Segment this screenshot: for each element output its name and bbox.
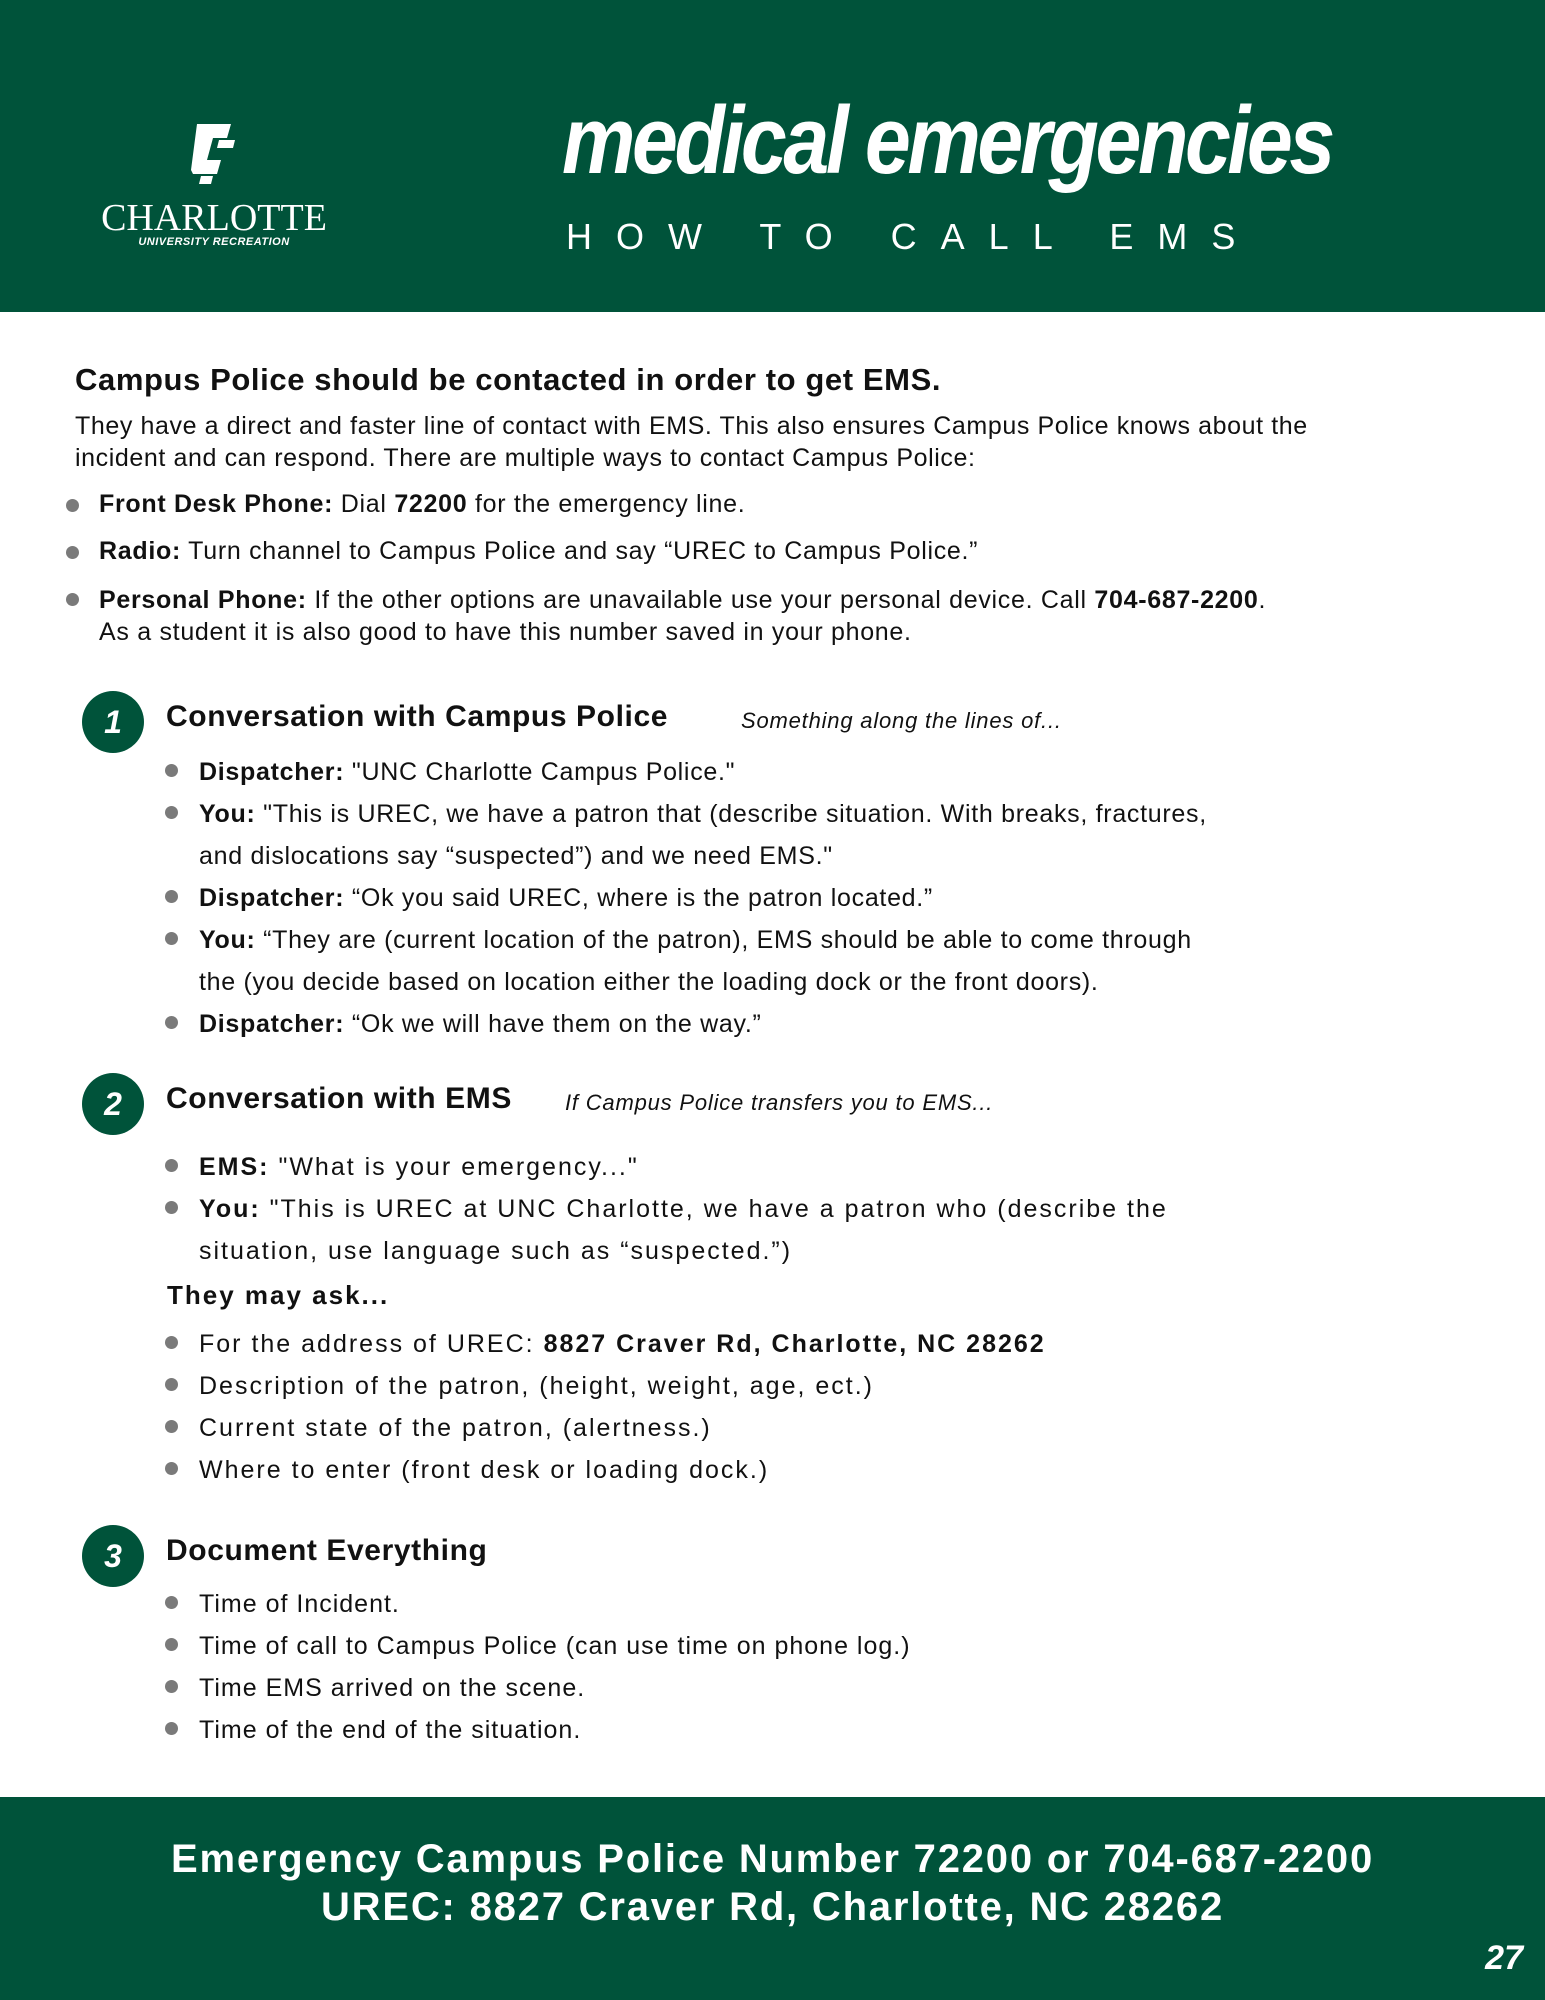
bullet-icon <box>66 546 79 559</box>
step-2-title: Conversation with EMS <box>166 1082 512 1115</box>
step-2-badge: 2 <box>82 1073 144 1135</box>
option-text: Dial <box>333 490 395 518</box>
page-number: 27 <box>1485 1939 1523 1977</box>
list-item <box>199 1625 911 1667</box>
speaker-label: Dispatcher: <box>199 884 345 912</box>
bullet-icon <box>165 1016 178 1029</box>
list-item <box>199 1583 400 1625</box>
intro-text: They have a direct and faster line of contact with EMS. This also ensures Campus Police knows about the incident and can respond. There are multiple ways to contact Campus Police: <box>75 412 1308 472</box>
step-1-badge: 1 <box>82 691 144 753</box>
header-banner <box>0 0 1545 312</box>
ask-text: Where to enter (front desk or loading dock.) <box>199 1456 770 1484</box>
option-text-line2: As a student it is also good to have this number saved in your phone. <box>99 618 912 646</box>
dialogue-text-line2: and dislocations say “suspected”) and we need EMS." <box>199 842 833 870</box>
ask-text: Description of the patron, (height, weight, age, ect.) <box>199 1372 874 1400</box>
bullet-icon <box>66 593 79 606</box>
intro-heading: Campus Police should be contacted in order to get EMS. <box>75 362 942 397</box>
dialogue-text: "What is your emergency..." <box>269 1153 639 1181</box>
option-label: Personal Phone: <box>99 586 307 614</box>
bullet-icon <box>165 1159 178 1172</box>
footer-address: UREC: 8827 Craver Rd, Charlotte, NC 28262 <box>321 1885 1224 1929</box>
document-item-text: Time of call to Campus Police (can use time on phone log.) <box>199 1632 911 1660</box>
option-text: . <box>1258 586 1267 614</box>
ask-text: For the address of UREC: <box>199 1330 544 1358</box>
dialogue-text: "UNC Charlotte Campus Police." <box>344 758 736 786</box>
speaker-label: You: <box>199 926 256 954</box>
option-number: 704-687-2200 <box>1094 586 1259 614</box>
bullet-icon <box>165 1336 178 1349</box>
bullet-icon <box>165 1378 178 1391</box>
speaker-label: You: <box>199 1195 261 1223</box>
step-2-note: If Campus Police transfers you to EMS... <box>565 1090 994 1115</box>
list-item <box>199 1449 769 1491</box>
speaker-label: Dispatcher: <box>199 1010 345 1038</box>
list-item <box>199 1709 581 1751</box>
speaker-label: Dispatcher: <box>199 758 345 786</box>
list-item <box>199 1146 639 1188</box>
step-1-note: Something along the lines of... <box>741 708 1062 733</box>
list-item <box>199 1188 1168 1272</box>
dialogue-text-line2: situation, use language such as “suspected.”) <box>199 1237 793 1265</box>
list-item <box>199 1323 1046 1365</box>
ask-text: Current state of the patron, (alertness.) <box>199 1414 712 1442</box>
dialogue-text: "This is UREC, we have a patron that (describe situation. With breaks, fractures, <box>255 800 1207 828</box>
list-item <box>199 793 1207 877</box>
document-item-text: Time of the end of the situation. <box>199 1716 582 1744</box>
option-label: Radio: <box>99 537 181 565</box>
speaker-label: EMS: <box>199 1153 270 1181</box>
dialogue-text: “Ok we will have them on the way.” <box>344 1010 762 1038</box>
bullet-icon <box>165 764 178 777</box>
page-title: medical emergencies <box>562 87 1332 194</box>
page-subtitle: HOW TO CALL EMS <box>566 216 1260 257</box>
address-text: 8827 Craver Rd, Charlotte, NC 28262 <box>543 1330 1046 1358</box>
bullet-icon <box>165 1638 178 1651</box>
option-text: for the emergency line. <box>467 490 746 518</box>
logo-subtitle: UNIVERSITY RECREATION <box>138 236 290 248</box>
step-3-badge: 3 <box>82 1525 144 1587</box>
crown-c-logo-icon <box>183 118 245 186</box>
bullet-icon <box>165 806 178 819</box>
ask-heading: They may ask... <box>167 1280 390 1310</box>
bullet-icon <box>165 1462 178 1475</box>
footer-emergency-number: Emergency Campus Police Number 72200 or 704-687-2200 <box>170 1837 1375 1881</box>
step-1-title: Conversation with Campus Police <box>166 700 669 733</box>
bullet-icon <box>165 1596 178 1609</box>
bullet-icon <box>165 1680 178 1693</box>
document-item-text: Time of Incident. <box>199 1590 400 1618</box>
dialogue-text: “They are (current location of the patron), EMS should be able to come through <box>255 926 1192 954</box>
list-item <box>199 877 933 919</box>
list-item <box>199 919 1192 1003</box>
option-label: Front Desk Phone: <box>99 490 334 518</box>
dialogue-text-line2: the (you decide based on location either the loading dock or the front doors). <box>199 968 1099 996</box>
list-item <box>199 1365 874 1407</box>
list-item <box>199 1407 712 1449</box>
bullet-icon <box>165 1722 178 1735</box>
footer-banner <box>0 1797 1545 2000</box>
list-item <box>99 584 1266 648</box>
speaker-label: You: <box>199 800 256 828</box>
list-item <box>199 1003 762 1045</box>
list-item <box>99 537 1266 566</box>
bullet-icon <box>165 1420 178 1433</box>
list-item <box>199 1667 585 1709</box>
document-item-text: Time EMS arrived on the scene. <box>199 1674 586 1702</box>
bullet-icon <box>165 1201 178 1214</box>
bullet-icon <box>165 932 178 945</box>
charlotte-logo <box>98 118 330 248</box>
contact-options-list <box>0 490 1267 646</box>
option-text: If the other options are unavailable use your personal device. Call <box>306 586 1095 614</box>
list-item <box>99 490 1266 519</box>
option-text: Turn channel to Campus Police and say “UREC to Campus Police.” <box>180 537 979 565</box>
step-3-title: Document Everything <box>166 1534 488 1567</box>
logo-name: CHARLOTTE <box>101 197 327 239</box>
list-item <box>199 751 735 793</box>
bullet-icon <box>66 499 79 512</box>
option-number: 72200 <box>394 490 468 518</box>
dialogue-text: “Ok you said UREC, where is the patron located.” <box>344 884 933 912</box>
bullet-icon <box>165 890 178 903</box>
dialogue-text: "This is UREC at UNC Charlotte, we have a patron who (describe the <box>260 1195 1168 1223</box>
